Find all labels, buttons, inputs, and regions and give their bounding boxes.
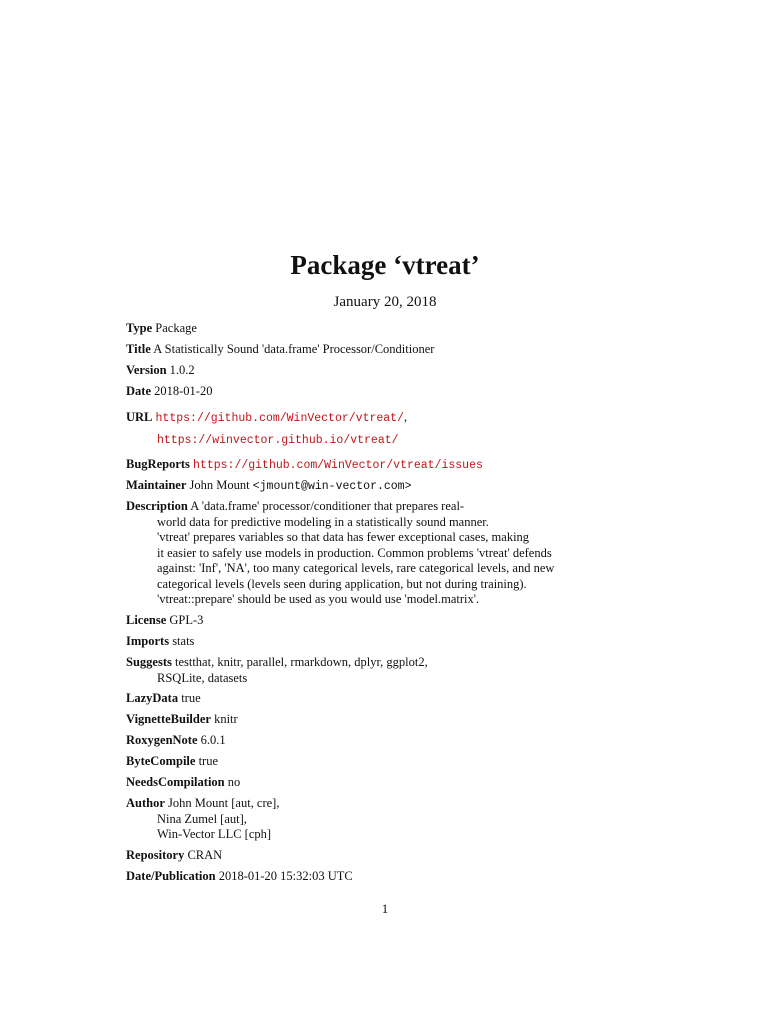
field-label: Repository bbox=[126, 848, 185, 862]
field-repository bbox=[126, 848, 222, 864]
author-line: Win-Vector LLC [cph] bbox=[157, 827, 272, 841]
description-line: against: 'Inf', 'NA', too many categorical levels, rare categorical levels, and new bbox=[157, 561, 555, 575]
field-value: 1.0.2 bbox=[169, 363, 195, 377]
field-vignettebuilder bbox=[126, 712, 238, 728]
description-line: 'vtreat::prepare' should be used as you would use 'model.matrix'. bbox=[157, 592, 480, 606]
field-label: BugReports bbox=[126, 457, 190, 471]
field-maintainer bbox=[126, 478, 411, 495]
maintainer-email: <jmount@win-vector.com> bbox=[252, 480, 412, 493]
field-label: URL bbox=[126, 410, 153, 424]
field-label: Imports bbox=[126, 634, 170, 648]
field-lazydata bbox=[126, 691, 201, 707]
field-needscompilation bbox=[126, 775, 240, 791]
field-roxygennote bbox=[126, 733, 226, 749]
field-label: Maintainer bbox=[126, 478, 187, 492]
description-line: categorical levels (levels seen during application, but not during training). bbox=[157, 576, 527, 591]
suggests-line: RSQLite, datasets bbox=[157, 670, 248, 685]
description-line: it easier to safely use models in production. Common problems 'vtreat' defends bbox=[157, 545, 552, 560]
field-label: Type bbox=[126, 321, 153, 335]
field-label: LazyData bbox=[126, 691, 179, 705]
field-value: Package bbox=[155, 321, 197, 335]
author-line: Nina Zumel [aut], bbox=[157, 811, 247, 826]
field-label: Author bbox=[126, 796, 165, 810]
field-value: knitr bbox=[214, 712, 238, 726]
field-value: 6.0.1 bbox=[200, 733, 226, 747]
field-value: A Statistically Sound 'data.frame' Processor/Conditioner bbox=[153, 342, 435, 356]
field-value: 2018-01-20 bbox=[154, 384, 213, 398]
description-line: world data for predictive modeling in a statistically sound manner. bbox=[157, 514, 489, 529]
field-label: RoxygenNote bbox=[126, 733, 198, 747]
field-value: 2018-01-20 15:32:03 UTC bbox=[218, 869, 353, 883]
field-label: Version bbox=[126, 363, 167, 377]
field-suggests bbox=[126, 655, 428, 686]
field-label: Title bbox=[126, 342, 151, 356]
maintainer-name: John Mount bbox=[189, 478, 250, 492]
field-value: no bbox=[227, 775, 241, 789]
field-value: true bbox=[181, 691, 201, 705]
page-title: Package ‘vtreat’ bbox=[290, 250, 480, 280]
url-link-docs[interactable]: https://winvector.github.io/vtreat/ bbox=[157, 433, 399, 447]
field-date bbox=[126, 384, 212, 400]
field-value: GPL-3 bbox=[169, 613, 204, 627]
field-author bbox=[126, 796, 279, 843]
url-link-github[interactable]: https://github.com/WinVector/vtreat/ bbox=[155, 412, 404, 425]
suggests-line: testthat, knitr, parallel, rmarkdown, dplyr, ggplot2, bbox=[174, 655, 428, 669]
url-separator: , bbox=[403, 410, 408, 424]
field-value: true bbox=[198, 754, 218, 768]
field-date-publication bbox=[126, 869, 353, 885]
description-line: 'vtreat' prepares variables so that data has fewer exceptional cases, making bbox=[157, 530, 530, 544]
field-type bbox=[126, 321, 197, 337]
document-date: January 20, 2018 bbox=[333, 294, 437, 310]
field-label: License bbox=[126, 613, 167, 627]
field-bytecompile bbox=[126, 754, 218, 770]
description-line: A 'data.frame' processor/conditioner that prepares real- bbox=[190, 499, 465, 513]
field-bugreports bbox=[126, 457, 483, 474]
field-version bbox=[126, 363, 195, 379]
field-label: Date bbox=[126, 384, 151, 398]
field-label: ByteCompile bbox=[126, 754, 196, 768]
author-line: John Mount [aut, cre], bbox=[168, 796, 280, 810]
page-number: 1 bbox=[381, 901, 389, 916]
field-description bbox=[126, 499, 554, 608]
field-value: stats bbox=[172, 634, 195, 648]
field-license bbox=[126, 613, 203, 629]
field-label: VignetteBuilder bbox=[126, 712, 211, 726]
field-label: Suggests bbox=[126, 655, 172, 669]
field-label: Date/Publication bbox=[126, 869, 216, 883]
field-imports bbox=[126, 634, 194, 650]
bugreports-link[interactable]: https://github.com/WinVector/vtreat/issues bbox=[193, 459, 483, 472]
field-url bbox=[126, 410, 407, 448]
field-title bbox=[126, 342, 434, 358]
field-value: CRAN bbox=[187, 848, 223, 862]
field-label: Description bbox=[126, 499, 188, 513]
field-label: NeedsCompilation bbox=[126, 775, 225, 789]
